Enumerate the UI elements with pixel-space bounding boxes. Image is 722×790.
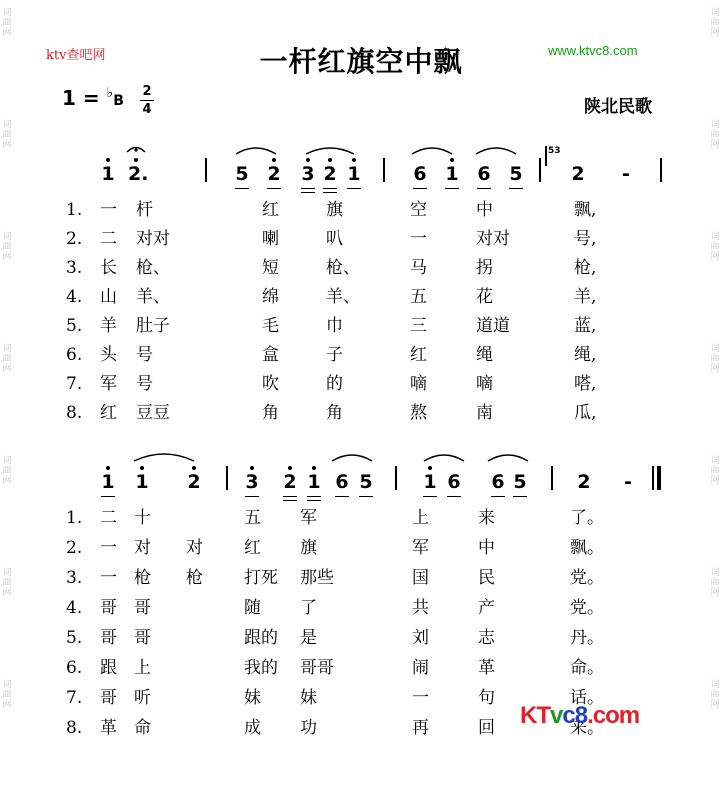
lyric-word: 一 (100, 538, 117, 558)
lyric-word: 志 (478, 628, 495, 648)
lyric-word: 革 (100, 718, 117, 738)
note: 1 (422, 472, 438, 492)
note: 6 (446, 472, 462, 492)
lyric-word: 枪、 (326, 258, 360, 278)
lyric-word: 枪、 (136, 258, 170, 278)
lyric-word: 枪 (186, 568, 203, 588)
lyric-word: 军 (300, 508, 317, 528)
lyric-word: 红 (410, 345, 427, 365)
lyric-word: 听 (134, 688, 151, 708)
lyric-word: 丹。 (570, 628, 604, 648)
lyric-word: 角 (326, 403, 343, 423)
lyric-word: 刘 (412, 628, 429, 648)
time-signature-bottom: 4 (142, 102, 152, 117)
lyric-word: 来。 (570, 718, 604, 738)
lyric-word: 中 (476, 200, 493, 220)
time-signature-top: 2 (142, 84, 152, 99)
lyric-word: 跟 (100, 658, 117, 678)
verse-number: 7. (66, 688, 83, 708)
side-watermark: 词 曲 网 (2, 680, 12, 710)
note: 5 (512, 472, 528, 492)
verse-number: 1. (66, 508, 83, 528)
lyric-word: 三 (410, 316, 427, 336)
lyric-word: 绳 (476, 345, 493, 365)
lyric-word: 羊、 (136, 287, 170, 307)
lyric-word: 红 (262, 200, 279, 220)
lyric-word: 巾 (326, 316, 343, 336)
grace-note: 53 (548, 146, 561, 156)
slur-line2-m1 (134, 454, 194, 461)
lyric-word: 山 (100, 287, 117, 307)
note: 1 (346, 164, 362, 184)
lyric-word: 五 (244, 508, 261, 528)
lyric-word: 是 (300, 628, 317, 648)
lyric-word: 随 (244, 598, 261, 618)
lyric-word: 红 (244, 538, 261, 558)
lyric-word: 嘀 (410, 374, 427, 394)
lyric-word: 号 (136, 345, 153, 365)
song-origin: 陕北民歌 (584, 97, 652, 117)
lyric-word: 上 (134, 658, 151, 678)
note: 3 (300, 164, 316, 184)
lyric-word: 产 (478, 598, 495, 618)
lyric-word: 嗒, (574, 374, 597, 394)
note: 5 (234, 164, 250, 184)
side-watermark: 词 曲 网 (710, 120, 720, 150)
lyric-word: 哥 (134, 628, 151, 648)
lyric-word: 一 (412, 688, 429, 708)
verse-number: 5. (66, 316, 83, 336)
lyric-word: 命。 (570, 658, 604, 678)
lyric-word: 枪 (134, 568, 151, 588)
note: 2 (577, 471, 591, 493)
verse-number: 7. (66, 374, 83, 394)
side-watermark: 词 曲 网 (2, 8, 12, 38)
note: 5 (358, 472, 374, 492)
lyric-word: 五 (410, 287, 427, 307)
note: 2 (322, 164, 338, 184)
lyric-word: 国 (412, 568, 429, 588)
lyric-word: 豆豆 (136, 403, 170, 423)
verse-number: 2. (66, 538, 83, 558)
lyric-word: 一 (100, 568, 117, 588)
song-title: 一杆红旗空中飘 (259, 45, 463, 78)
lyric-word: 成 (244, 718, 261, 738)
lyric-word: 共 (412, 598, 429, 618)
note: 2 (186, 472, 202, 492)
note: 2 (282, 472, 298, 492)
side-watermark: 词 曲 网 (710, 680, 720, 710)
lyric-word: 羊、 (326, 287, 360, 307)
lyric-word: 来 (478, 508, 495, 528)
verse-number: 6. (66, 658, 83, 678)
verse-number: 3. (66, 568, 83, 588)
note: - (622, 163, 630, 185)
slur-line1-m3b (476, 148, 516, 154)
lyric-word: 的 (326, 374, 343, 394)
lyric-word: 哥 (100, 628, 117, 648)
verse-number: 3. (66, 258, 83, 278)
lyric-word: 句 (478, 688, 495, 708)
lyric-word: 喇 (262, 229, 279, 249)
lyric-word: 党。 (570, 598, 604, 618)
fermata-dot (134, 148, 137, 151)
lyric-word: 跟的 (244, 628, 278, 648)
lyric-word: 子 (326, 345, 343, 365)
side-watermark: 词 曲 网 (2, 232, 12, 262)
lyric-word: 中 (478, 538, 495, 558)
lyric-word: 角 (262, 403, 279, 423)
verse-number: 5. (66, 628, 83, 648)
lyric-word: 上 (412, 508, 429, 528)
lyric-word: 绳, (574, 345, 597, 365)
watermark-url-top-right: www.ktvc8.com (548, 43, 638, 58)
lyric-word: 短 (262, 258, 279, 278)
note: 6 (476, 164, 492, 184)
lyric-word: 空 (410, 200, 427, 220)
side-watermark: 词 曲 网 (710, 232, 720, 262)
lyric-word: 盒 (262, 345, 279, 365)
slur-line2-m3a (424, 455, 464, 461)
verse-number: 8. (66, 403, 83, 423)
side-watermark: 词 曲 网 (2, 344, 12, 374)
side-watermark: 词 曲 网 (710, 568, 720, 598)
lyric-word: 民 (478, 568, 495, 588)
lyric-word: 肚子 (136, 316, 170, 336)
lyric-word: 哥 (100, 598, 117, 618)
note: - (624, 471, 632, 493)
note: 1 (306, 472, 322, 492)
lyric-word: 对对 (136, 229, 170, 249)
lyric-word: 旗 (300, 538, 317, 558)
lyric-word: 哥哥 (300, 658, 334, 678)
lyric-word: 话。 (570, 688, 604, 708)
lyric-word: 哥 (100, 688, 117, 708)
lyric-word: 马 (410, 258, 427, 278)
lyric-word: 道道 (476, 316, 510, 336)
side-watermark: 词 曲 网 (2, 120, 12, 150)
note: 2 (571, 163, 585, 185)
lyric-word: 二 (100, 229, 117, 249)
lyric-word: 绵 (262, 287, 279, 307)
side-watermark: 词 曲 网 (2, 568, 12, 598)
lyric-word: 对 (134, 538, 151, 558)
slur-line2-m3b (488, 455, 528, 461)
note: 1 (134, 472, 150, 492)
side-watermark: 词 曲 网 (2, 456, 12, 486)
note: 2 (266, 164, 282, 184)
lyric-word: 旗 (326, 200, 343, 220)
lyric-word: 十 (134, 508, 151, 528)
lyric-word: 一 (100, 200, 117, 220)
note: 2. (128, 164, 144, 184)
lyric-word: 那些 (300, 568, 334, 588)
slur-line2-m2 (332, 455, 372, 461)
flat-symbol: ♭ (106, 85, 114, 101)
note: 6 (334, 472, 350, 492)
lyric-word: 了 (300, 598, 317, 618)
side-watermark: 词 曲 网 (710, 8, 720, 38)
lyric-word: 党。 (570, 568, 604, 588)
lyric-word: 回 (478, 718, 495, 738)
lyric-word: 头 (100, 345, 117, 365)
lyric-word: 我的 (244, 658, 278, 678)
lyric-word: 蓝, (574, 316, 597, 336)
watermark-ktv-top-left: ktv查吧网 (46, 48, 106, 63)
lyric-word: 南 (476, 403, 493, 423)
lyric-word: 长 (100, 258, 117, 278)
lyric-word: 妹 (244, 688, 261, 708)
lyric-word: 功 (300, 718, 317, 738)
side-watermark: 词 曲 网 (710, 344, 720, 374)
verse-number: 2. (66, 229, 83, 249)
lyric-word: 红 (100, 403, 117, 423)
lyric-word: 哥 (134, 598, 151, 618)
note: 5 (508, 164, 524, 184)
lyric-word: 闹 (412, 658, 429, 678)
note: 6 (412, 164, 428, 184)
lyric-word: 一 (410, 229, 427, 249)
lyric-word: 拐 (476, 258, 493, 278)
note: 1 (444, 164, 460, 184)
verse-number: 4. (66, 598, 83, 618)
lyric-word: 熬 (410, 403, 427, 423)
lyric-word: 再 (412, 718, 429, 738)
lyric-word: 对对 (476, 229, 510, 249)
lyric-word: 嘀 (476, 374, 493, 394)
lyric-word: 号, (574, 229, 597, 249)
lyric-word: 枪, (574, 258, 597, 278)
lyric-word: 打死 (244, 568, 278, 588)
lyric-word: 吹 (262, 374, 279, 394)
verse-number: 6. (66, 345, 83, 365)
verse-number: 4. (66, 287, 83, 307)
lyric-word: 叭 (326, 229, 343, 249)
lyric-word: 杆 (136, 200, 153, 220)
side-watermark: 词 曲 网 (710, 456, 720, 486)
lyric-word: 飘, (574, 200, 597, 220)
lyric-word: 羊 (100, 316, 117, 336)
lyric-word: 毛 (262, 316, 279, 336)
note: 1 (100, 472, 116, 492)
lyric-word: 了。 (570, 508, 604, 528)
lyric-word: 对 (186, 538, 203, 558)
note: 1 (100, 164, 116, 184)
verse-number: 1. (66, 200, 83, 220)
lyric-word: 飘。 (570, 538, 604, 558)
key-prefix: 1 = (62, 86, 107, 110)
verse-number: 8. (66, 718, 83, 738)
lyric-word: 二 (100, 508, 117, 528)
lyric-word: 革 (478, 658, 495, 678)
lyric-word: 瓜, (574, 403, 597, 423)
lyric-word: 军 (412, 538, 429, 558)
lyric-word: 花 (476, 287, 493, 307)
lyric-word: 命 (134, 718, 151, 738)
note: 3 (244, 472, 260, 492)
lyric-word: 军 (100, 374, 117, 394)
lyric-word: 妹 (300, 688, 317, 708)
slur-line1-m3a (412, 148, 452, 154)
lyric-word: 羊, (574, 287, 597, 307)
note: 6 (490, 472, 506, 492)
slur-line1-m2a (236, 148, 276, 154)
watermark-logo: KTvc8.com (520, 702, 640, 729)
lyric-word: 号 (136, 374, 153, 394)
key-note: B (113, 93, 124, 109)
slur-line1-m2b (306, 148, 354, 154)
